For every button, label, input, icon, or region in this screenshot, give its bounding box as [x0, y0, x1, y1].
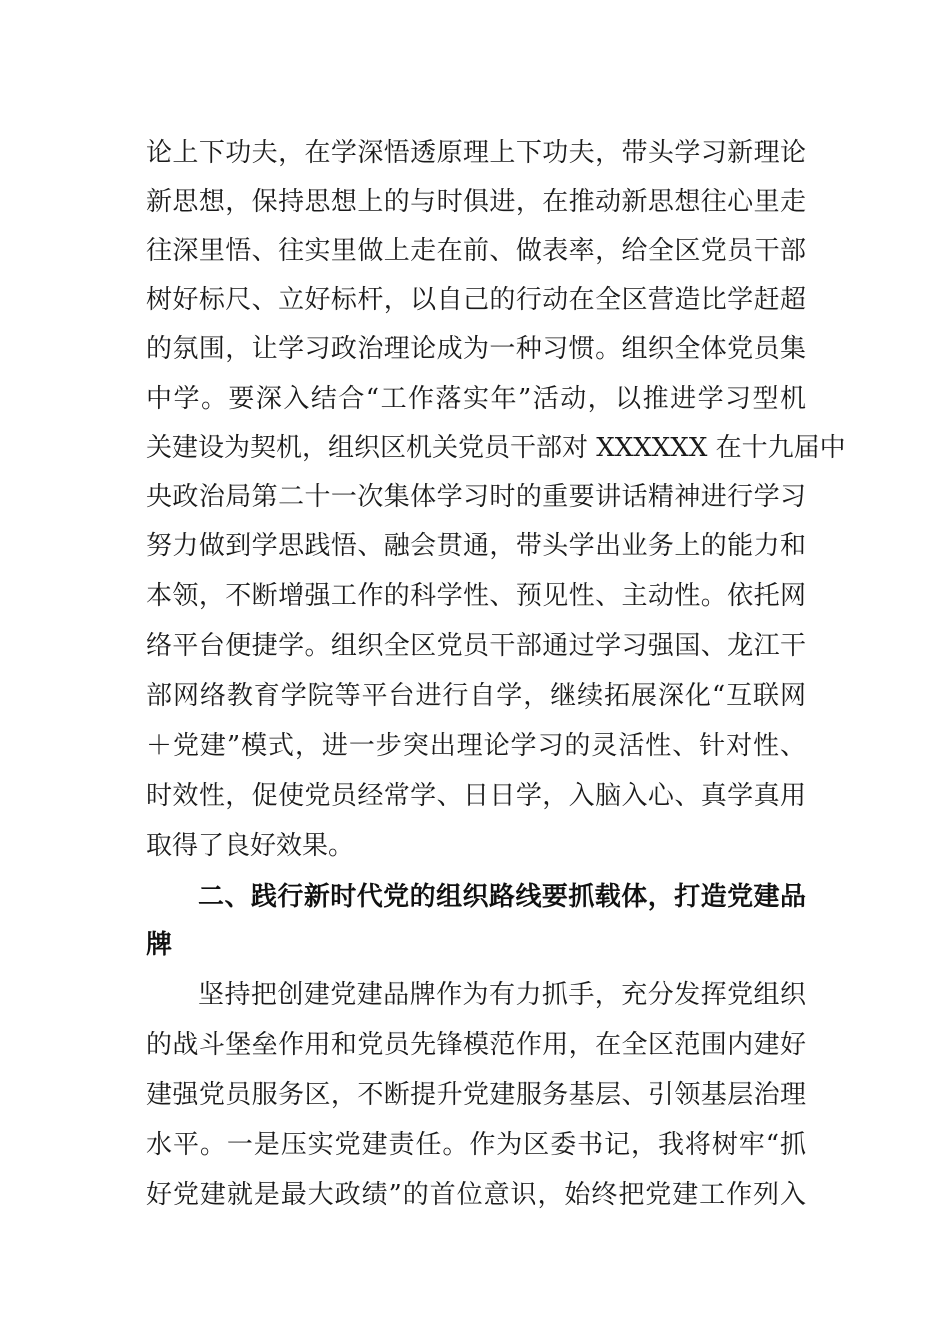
paragraph-line: 论上下功夫，在学深悟透原理上下功夫，带头学习新理论 [146, 138, 806, 168]
paragraph-line: 树好标尺、立好标杆，以自己的行动在全区营造比学赶超 [146, 285, 806, 315]
paragraph-line: 取得了良好效果。 [146, 831, 355, 861]
paragraph-line: 好党建就是最大政绩”的首位意识，始终把党建工作列入 [146, 1180, 806, 1210]
section-heading: 二、践行新时代党的组织路线要抓载体，打造党建品 [198, 882, 806, 912]
paragraph-line: 央政治局第二十一次集体学习时的重要讲话精神进行学习 [146, 482, 806, 512]
paragraph-line: 部网络教育学院等平台进行自学，继续拓展深化“互联网 [146, 681, 806, 711]
paragraph-line: 努力做到学思践悟、融会贯通，带头学出业务上的能力和 [146, 531, 806, 561]
paragraph-line: 的氛围，让学习政治理论成为一种习惯。组织全体党员集 [146, 334, 806, 364]
paragraph-line: 新思想，保持思想上的与时俱进，在推动新思想往心里走 [146, 187, 806, 217]
paragraph-line: 关建设为契机，组织区机关党员干部对 XXXXXX 在十九届中 [146, 433, 846, 463]
section-heading: 牌 [146, 930, 173, 960]
paragraph-line: 坚持把创建党建品牌作为有力抓手，充分发挥党组织 [198, 980, 806, 1010]
paragraph-line: 络平台便捷学。组织全区党员干部通过学习强国、龙江干 [146, 631, 806, 661]
paragraph-line: ＋党建”模式，进一步突出理论学习的灵活性、针对性、 [146, 731, 806, 761]
paragraph-line: 的战斗堡垒作用和党员先锋模范作用，在全区范围内建好 [146, 1030, 806, 1060]
paragraph-line: 本领，不断增强工作的科学性、预见性、主动性。依托网 [146, 581, 806, 611]
paragraph-line: 往深里悟、往实里做上走在前、做表率，给全区党员干部 [146, 236, 806, 266]
paragraph-line: 时效性，促使党员经常学、日日学，入脑入心、真学真用 [146, 781, 806, 811]
paragraph-line: 建强党员服务区，不断提升党建服务基层、引领基层治理 [146, 1080, 806, 1110]
paragraph-line: 水平。一是压实党建责任。作为区委书记，我将树牢“抓 [146, 1130, 806, 1160]
paragraph-line: 中学。要深入结合“工作落实年”活动，以推进学习型机 [146, 384, 806, 414]
